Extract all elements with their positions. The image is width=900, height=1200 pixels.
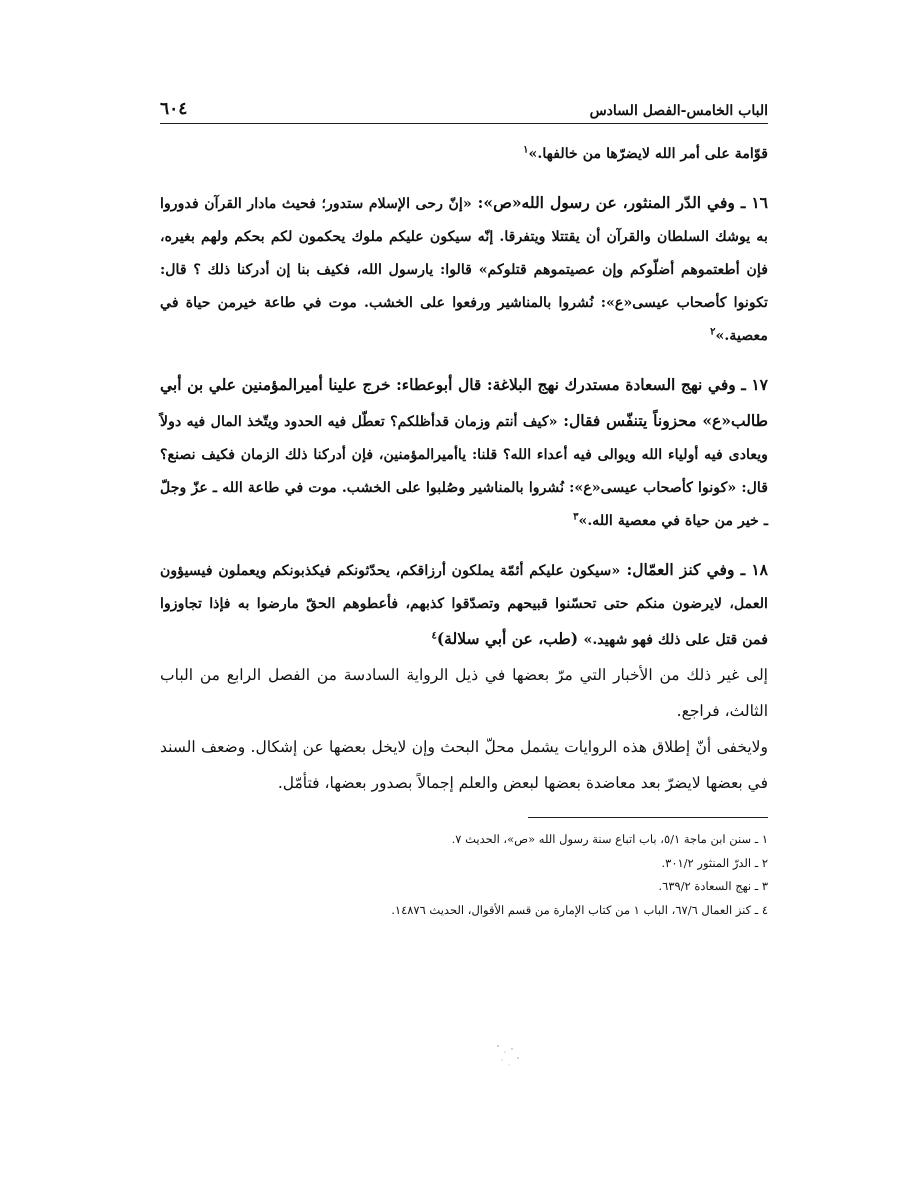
- footnote-item: ٣ ـ نهج السعادة ٦٣٩/٢.: [658, 879, 768, 893]
- footnotes: [160, 828, 768, 922]
- paragraph-continuation: [160, 138, 768, 171]
- hadith-quote: «إنّ رحى الإسلام ستدور؛ فحيث مادار القرآن فدوروا به يوشك السلطان والقرآن أن يقتتلا ويتفرقا. إنّه سيكون عليكم ملوك يحكمون لكم بحكم ولهم بغيره، فإن أطعتموهم أضلّوكم وإن عصيتموهم قتلوكم» قالوا: يارسول الله، فكيف بنا إن أدركنا ذلك ؟ قال: تكونوا كأصحاب عيسى«ع»: نُشروا بالمناشير ورفعوا على الخشب. موت في طاعة خيرمن حياة في معصية.»: [160, 196, 768, 344]
- footnote-item: ٤ ـ كنز العمال ٦٧/٦، الباب ١ من كتاب الإمارة من قسم الأقوال، الحديث ١٤٨٧٦.: [391, 902, 768, 917]
- footnote-ref: ٢: [710, 326, 716, 338]
- scan-speckle: [490, 1040, 530, 1070]
- paragraph-hadith-17: [160, 367, 768, 538]
- hadith-source: (طب، عن أبي سلالة): [436, 629, 584, 648]
- paragraph-commentary-1: إلى غير ذلك من الأخبار التي مرّ بعضها في ذيل الرواية السادسة من الفصل الرابع من الباب الثالث، فراجع.: [160, 666, 768, 720]
- footnote-divider: [528, 817, 768, 818]
- paragraph-hadith-18: [160, 552, 768, 657]
- paragraph-text: قوّامة على أمر الله لايضرّها من خالفها.»: [528, 146, 768, 162]
- hadith-intro: ١٨ ـ وفي كنز العمّال:: [620, 560, 768, 579]
- paragraph-hadith-16: [160, 185, 768, 353]
- paragraph-commentary-2: ولايخفى أنّ إطلاق هذه الروايات يشمل محلّ البحث وإن لايخل بعضها عن إشكال. وضعف السند في بعضها لايضرّ بعد معاضدة بعضها لبعض والعلم إجمالاً بصدور بعضها، فتأمّل.: [160, 738, 768, 792]
- hadith-quote: «كيف أنتم وزمان قدأظلكم؟ تعطّل فيه الحدود ويتّخذ المال فيه دولاً ويعادى فيه أولياء الله ويوالى فيه أعداء الله؟ قلنا: ياأميرالمؤمنين، فإن أدركنا ذلك الزمان فكيف نصنع؟ قال: «كونوا كأصحاب عيسى«ع»: نُشروا بالمناشير وصُلبوا على الخشب. موت في طاعة الله ـ عزّ وجلّ ـ خير من حياة في معصية الله.»: [160, 414, 768, 529]
- page-number: ٦٠٤: [160, 99, 188, 119]
- hadith-quote: «سيكون عليكم أئمّة يملكون أرزاقكم، يحدّثونكم فيكذبونكم ويعملون فيسيؤون العمل، لايرضون منكم حتى تحسّنوا قبيحهم وتصدّقوا كذبهم، فأعطوهم الحقّ مارضوا به فإذا تجاوزوا فمن قتل على ذلك فهو شهيد.»: [160, 563, 768, 648]
- chapter-title: الباب الخامس-الفصل السادس: [589, 103, 768, 119]
- footnote-item: ١ ـ سنن ابن ماجة ٥/١، باب اتباع سنة رسول الله «ص»، الحديث ٧.: [451, 832, 768, 846]
- footnote-item: ٢ ـ الدرّ المنثور ٣٠١/٢.: [661, 855, 768, 870]
- page-header: [160, 85, 768, 124]
- footnote-ref: ٤: [431, 630, 437, 642]
- hadith-intro: ١٦ ـ وفي الدّر المنثور، عن رسول الله«ص»:: [471, 193, 768, 212]
- footnote-ref: ٣: [573, 511, 579, 523]
- hadith-intro: ١٧ ـ وفي نهج السعادة مستدرك نهج البلاغة: قال أبوعطاء: خرج علينا أميرالمؤمنين علي بن أبي طالب«ع» محزوناً يتنفّس فقال:: [160, 375, 768, 430]
- page-body: [160, 138, 768, 801]
- document-page: [160, 85, 768, 922]
- footnote-ref: ١: [523, 144, 529, 156]
